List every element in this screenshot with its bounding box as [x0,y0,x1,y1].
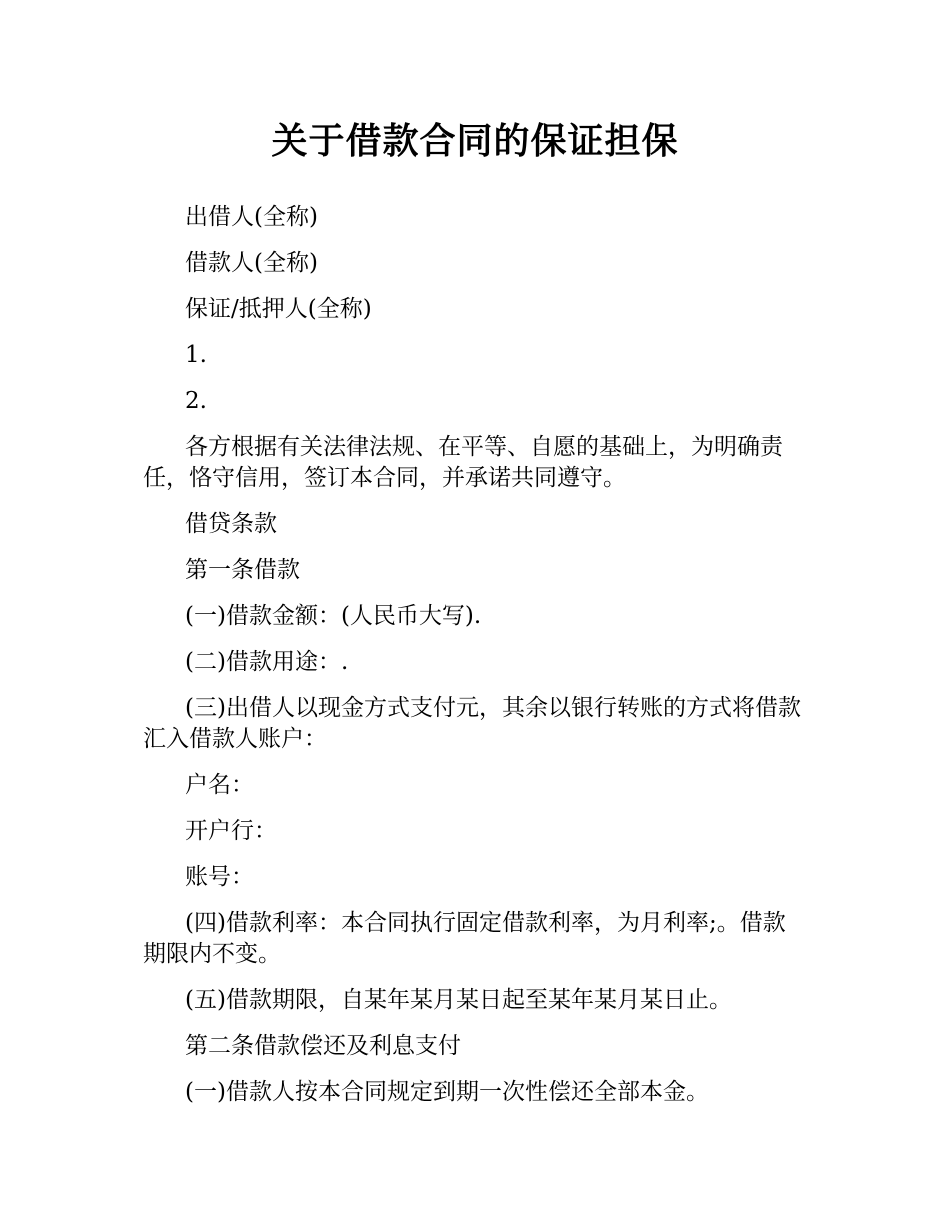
paragraph-item-1: 1. [185,342,207,368]
paragraph-borrower: 借款人(全称) [185,250,318,276]
paragraph-article-1-heading: 第一条借款 [185,557,300,583]
paragraph-guarantor: 保证/抵押人(全称) [185,296,372,322]
document-title: 关于借款合同的保证担保 [271,121,679,162]
paragraph-loan-term: (五)借款期限，自某年某月某日起至某年某月某日止。 [185,987,732,1013]
document-body [143,202,808,1123]
paragraph-article-2-heading: 第二条借款偿还及利息支付 [185,1033,461,1059]
paragraph-item-2: 2. [185,388,207,414]
paragraph-payment-method: (三)出借人以现金方式支付元，其余以银行转账的方式将借款汇入借款人账户： [143,695,801,752]
paragraph-preamble: 各方根据有关法律法规、在平等、自愿的基础上，为明确责任，恪守信用，签订本合同，并承诺共同遵守。 [143,434,783,491]
paragraph-repayment: (一)借款人按本合同规定到期一次性偿还全部本金。 [185,1079,709,1105]
paragraph-loan-terms-heading: 借贷条款 [185,511,277,537]
paragraph-loan-amount: (一)借款金额：(人民币大写). [185,603,482,629]
paragraph-lender: 出借人(全称) [185,204,318,230]
paragraph-interest-rate: (四)借款利率：本合同执行固定借款利率，为月利率;。借款期限内不变。 [143,910,786,967]
paragraph-loan-purpose: (二)借款用途：. [185,649,349,675]
paragraph-account-number: 账号： [185,864,254,890]
paragraph-account-name: 户名： [185,772,254,798]
paragraph-bank: 开户行： [185,818,277,844]
